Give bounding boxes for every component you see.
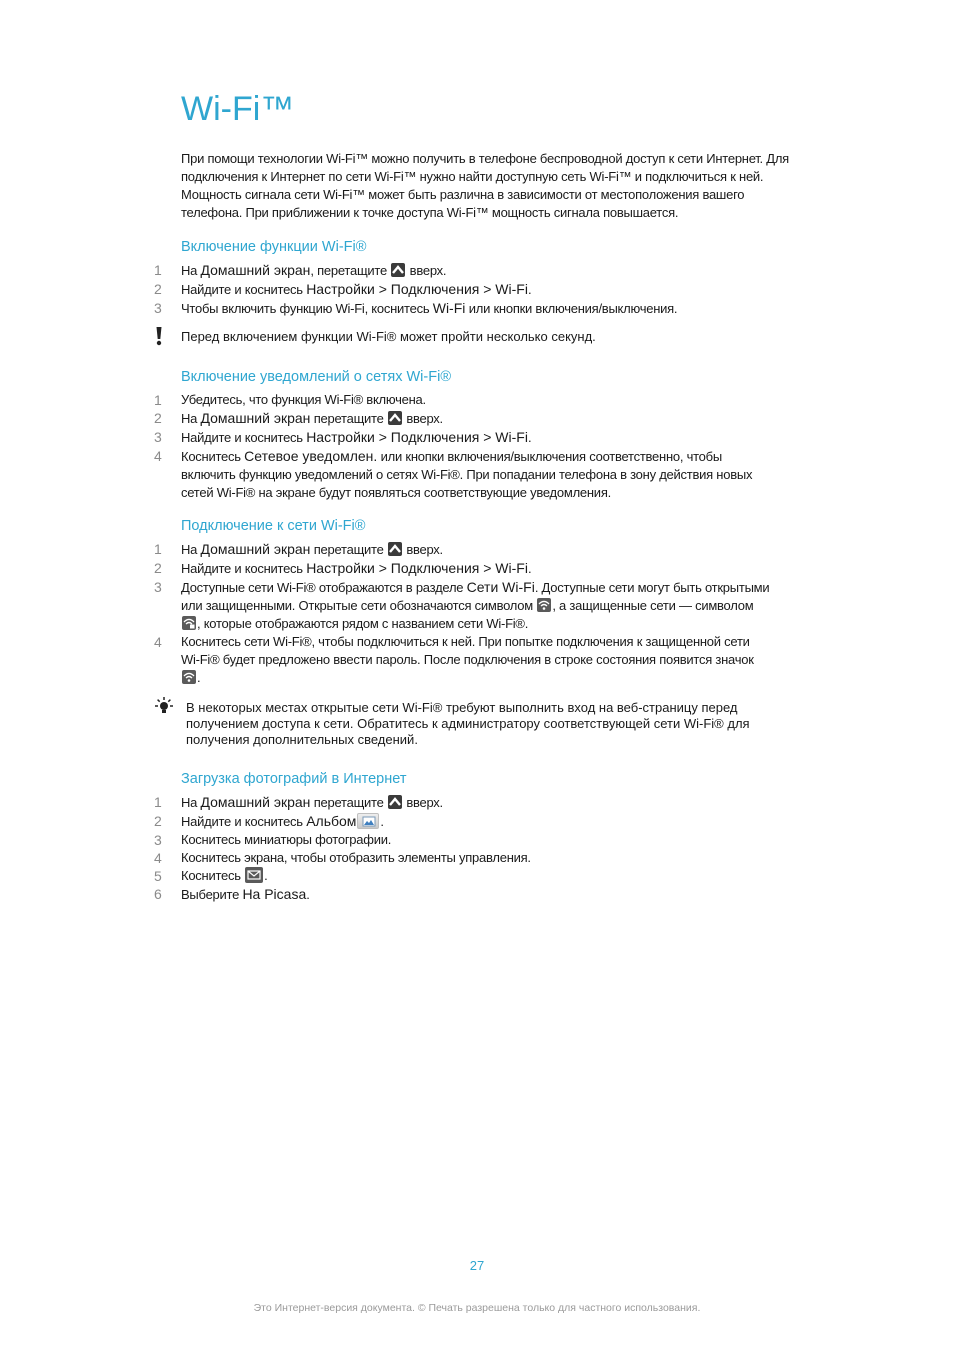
share-envelope-icon — [245, 867, 263, 883]
step-number: 1 — [154, 541, 162, 557]
step: 1 На Домашний экран, перетащите вверх. — [154, 262, 447, 278]
album-icon — [357, 813, 379, 829]
step-number: 3 — [154, 832, 162, 848]
step: 4 Коснитесь Сетевое уведомлен. или кнопки включения/выключения соответственно, чтобы включить функцию уведомлений о сетях Wi-Fi®. При попадании телефона в зону действия новых сетей Wi-Fi® на экране будут появляться соответствующие уведомления. — [154, 448, 753, 500]
step: 2 Найдите и коснитесь Альбом . — [154, 813, 384, 829]
ui-term: Альбом — [306, 813, 357, 829]
ui-term: Домашний экран — [200, 541, 311, 557]
step: 4 Коснитесь сети Wi-Fi®, чтобы подключиться к ней. При попытке подключения к защищенной сети Wi-Fi® будет предложено ввести пароль. После подключения в строке состояния появится значок . — [154, 634, 754, 685]
step-number: 2 — [154, 813, 162, 829]
step-list — [0, 540, 954, 687]
section-title: Включение уведомлений о сетях Wi-Fi® — [181, 369, 451, 385]
footer-notice: Это Интернет-версия документа. © Печать разрешена только для частного использования. — [253, 1302, 701, 1314]
step: 3 Коснитесь миниатюры фотографии. — [154, 832, 392, 848]
lightbulb-icon — [154, 696, 174, 721]
ui-term: Сетевое уведомлен. — [244, 448, 378, 464]
step: 2 Найдите и коснитесь Настройки > Подключения > Wi-Fi. — [154, 560, 532, 576]
step-number: 4 — [154, 634, 162, 650]
section-title: Подключение к сети Wi-Fi® — [181, 518, 366, 534]
step: 3 Чтобы включить функцию Wi-Fi, коснитесь Wi-Fi или кнопки включения/выключения. — [154, 300, 678, 316]
ui-term: Настройки > Подключения > Wi-Fi — [306, 560, 528, 576]
wifi-secured-icon — [182, 616, 196, 630]
exclamation-icon — [154, 326, 164, 351]
step-number: 5 — [154, 868, 162, 884]
ui-term: Домашний экран — [200, 410, 311, 426]
step: 1 На Домашний экран перетащите вверх. — [154, 541, 443, 557]
ui-term: Домашний экран — [200, 794, 311, 810]
step-number: 4 — [154, 850, 162, 866]
step-list — [0, 793, 954, 904]
step-number: 3 — [154, 579, 162, 595]
note-text: Перед включением функции Wi-Fi® может пройти несколько секунд. — [181, 329, 596, 344]
chevron-up-icon — [388, 411, 402, 425]
step-number: 2 — [154, 410, 162, 426]
chevron-up-icon — [388, 542, 402, 556]
wifi-connected-icon — [182, 670, 196, 684]
step: 2 Найдите и коснитесь Настройки > Подключения > Wi-Fi. — [154, 281, 532, 297]
section-title: Включение функции Wi-Fi® — [181, 239, 367, 255]
step-number: 2 — [154, 281, 162, 297]
ui-term: Wi-Fi — [432, 300, 466, 316]
wifi-open-icon — [537, 598, 551, 612]
step-number: 1 — [154, 262, 162, 278]
step: 4 Коснитесь экрана, чтобы отобразить элементы управления. — [154, 850, 531, 866]
step: 1 Убедитесь, что функция Wi-Fi® включена. — [154, 392, 426, 408]
intro-paragraph: При помощи технологии Wi-Fi™ можно получить в телефоне беспроводной доступ к сети Интернет. Для подключения к Интернет по сети Wi-Fi™ нужно найти доступную сеть Wi-Fi™ и подключиться к ней. Мощность сигнала сети Wi-Fi™ может быть различна в зависимости от местоположения вашего телефона. При приближении к точке доступа Wi-Fi™ мощность сигнала повышается. — [181, 151, 789, 220]
step: 1 На Домашний экран перетащите вверх. — [154, 794, 443, 810]
page-number: 27 — [469, 1258, 485, 1273]
step-number: 2 — [154, 560, 162, 576]
step: 6 Выберите На Picasa. — [154, 886, 310, 902]
step-list — [0, 391, 954, 502]
tip-text: В некоторых местах открытые сети Wi-Fi® требуют выполнить вход на веб-страницу перед получением доступа к сети. Обратитесь к администратору соответствующей сети Wi-Fi® для получения дополнительных сведений. — [186, 700, 750, 747]
step-number: 6 — [154, 886, 162, 902]
step: 5 Коснитесь . — [154, 868, 268, 884]
step-number: 4 — [154, 448, 162, 464]
step-number: 1 — [154, 794, 162, 810]
step-number: 3 — [154, 300, 162, 316]
ui-term: На Picasa — [242, 886, 307, 902]
step-number: 3 — [154, 429, 162, 445]
step: 3 Доступные сети Wi-Fi® отображаются в разделе Сети Wi-Fi. Доступные сети могут быть открытыми или защищенными. Открытые сети обозначаются символом , а защищенные сети — символом , которые отображаются рядом с названием сети Wi-Fi®. — [154, 579, 770, 631]
page-title: Wi-Fi™ — [181, 90, 295, 128]
chevron-up-icon — [391, 263, 405, 277]
ui-term: Настройки > Подключения > Wi-Fi — [306, 429, 528, 445]
step-number: 1 — [154, 392, 162, 408]
ui-term: Настройки > Подключения > Wi-Fi — [306, 281, 528, 297]
step-list — [0, 261, 954, 318]
section-title: Загрузка фотографий в Интернет — [181, 771, 407, 787]
ui-term: Сети Wi-Fi — [466, 579, 535, 595]
chevron-up-icon — [388, 795, 402, 809]
step: 2 На Домашний экран перетащите вверх. — [154, 410, 443, 426]
step: 3 Найдите и коснитесь Настройки > Подключения > Wi-Fi. — [154, 429, 532, 445]
ui-term: Домашний экран — [200, 262, 311, 278]
